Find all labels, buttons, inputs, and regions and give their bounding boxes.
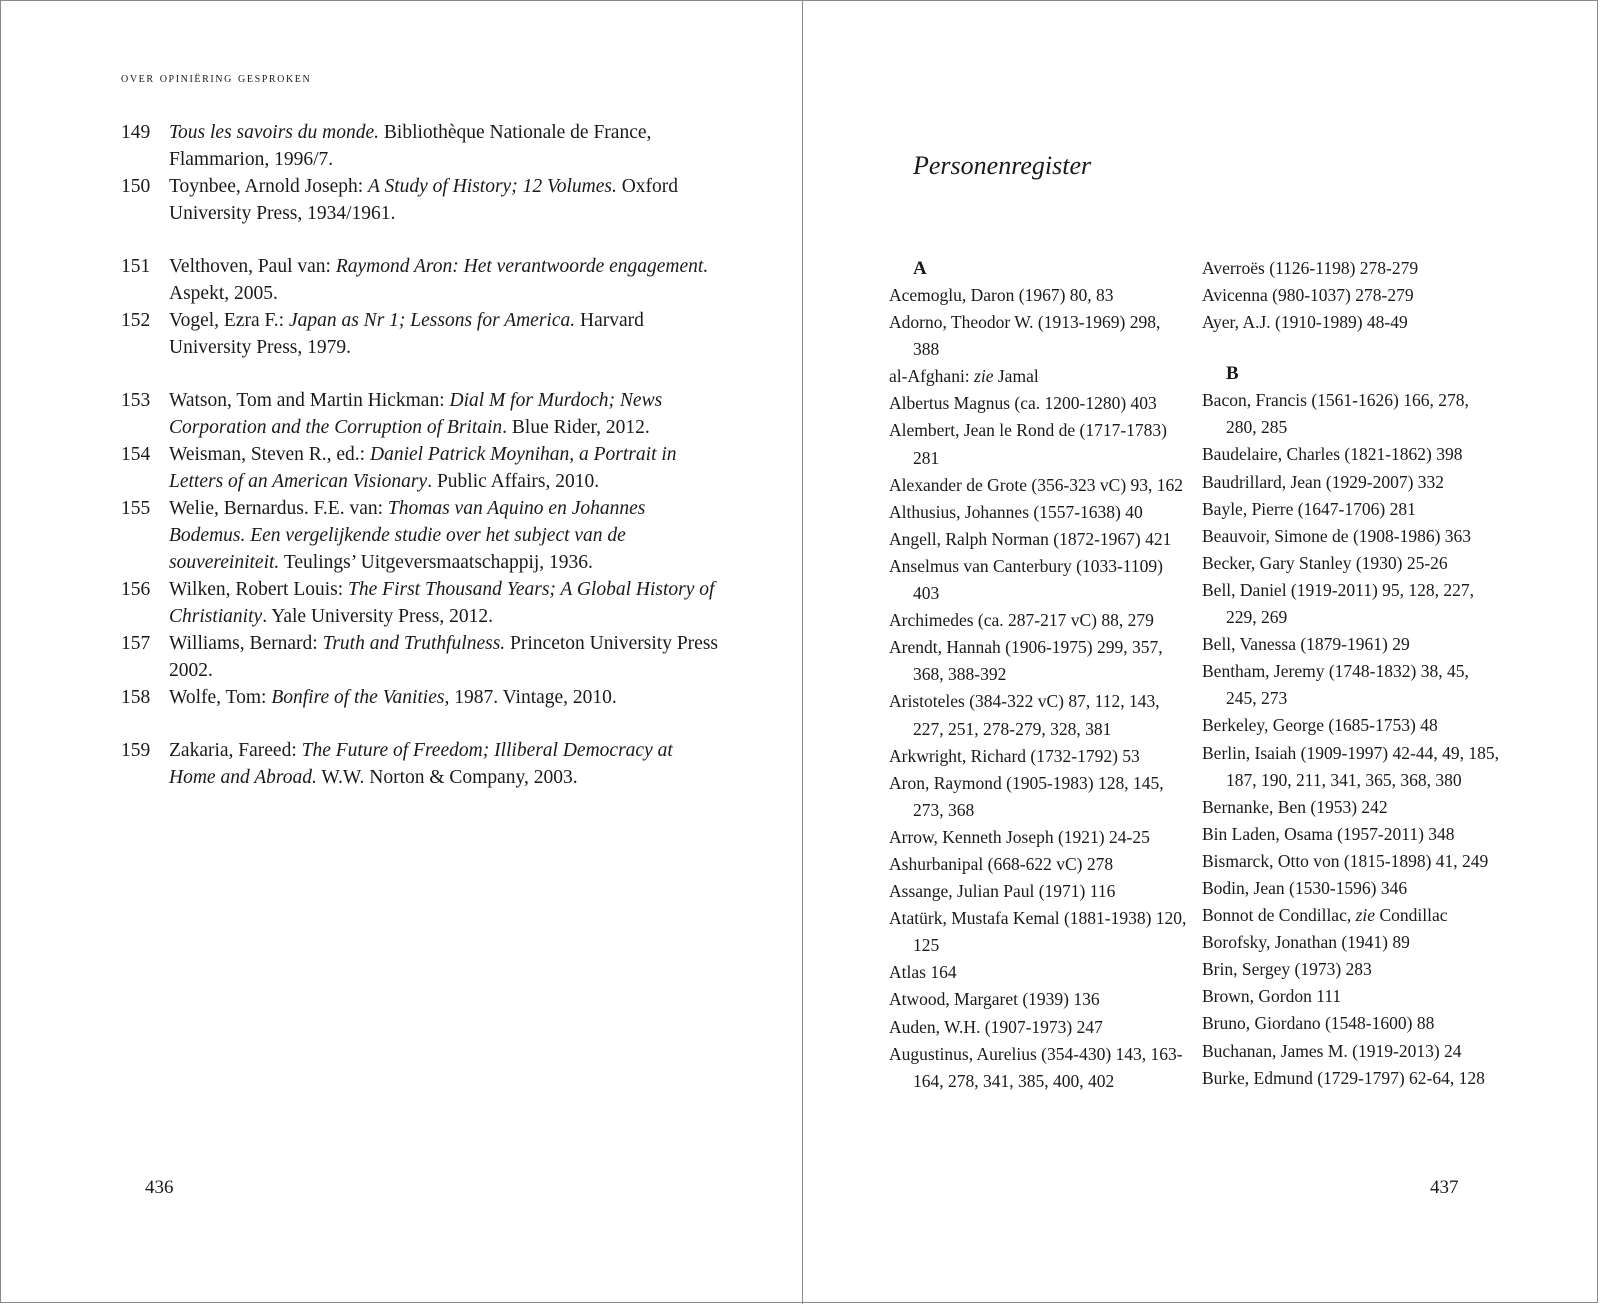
text-span: Zakaria, Fareed: bbox=[169, 740, 302, 761]
text-span: Princeton University Press 2002. bbox=[169, 633, 719, 681]
index-entry bbox=[889, 905, 1189, 959]
bibliography-entry bbox=[121, 441, 721, 495]
text-span: . Yale University Press, 2012. bbox=[262, 606, 493, 627]
italic-text: Japan as Nr 1; Lessons for America. bbox=[288, 310, 576, 331]
italic-text: Bonfire of the Vanities, bbox=[271, 687, 450, 708]
text-span: Berkeley, George (1685-1753) 48 bbox=[1202, 715, 1438, 736]
text-span: Watson, Tom and Martin Hickman: bbox=[169, 390, 450, 411]
text-span: Bin Laden, Osama (1957-2011) 348 bbox=[1202, 823, 1455, 844]
text-span: Bodin, Jean (1530-1596) 346 bbox=[1202, 877, 1408, 898]
index-entry bbox=[889, 634, 1189, 688]
text-span: 1987. Vintage, 2010. bbox=[449, 687, 617, 708]
index-entry bbox=[889, 499, 1189, 526]
text-span: Bentham, Jeremy (1748-1832) 38, 45, 245, 273 bbox=[1202, 661, 1469, 709]
text-span: Baudelaire, Charles (1821-1862) 398 bbox=[1202, 444, 1463, 465]
bibliography-entry bbox=[121, 495, 721, 576]
index-entry bbox=[889, 986, 1189, 1013]
text-span: Albertus Magnus (ca. 1200-1280) 403 bbox=[889, 393, 1157, 414]
text-span: Aristoteles (384-322 vC) 87, 112, 143, 227, 251, 278-279, 328, 381 bbox=[889, 691, 1160, 739]
index-entry bbox=[1202, 794, 1502, 821]
index-entry bbox=[1202, 740, 1502, 794]
index-entry bbox=[889, 824, 1189, 851]
page-number-left: 436 bbox=[145, 1177, 174, 1198]
text-span: Weisman, Steven R., ed.: bbox=[169, 444, 370, 465]
text-span: Bibliothèque Nationale de France, Flammarion, 1996/7. bbox=[169, 122, 652, 170]
entry-number: 153 bbox=[121, 390, 151, 411]
index-entry bbox=[889, 363, 1189, 390]
text-span: Oxford University Press, 1934/1961. bbox=[169, 176, 679, 224]
index-entry bbox=[889, 282, 1189, 309]
text-span: Bernanke, Ben (1953) 242 bbox=[1202, 796, 1388, 817]
text-span: Bell, Vanessa (1879-1961) 29 bbox=[1202, 634, 1410, 655]
text-span: Welie, Bernardus. F.E. van: bbox=[169, 498, 388, 519]
text-span: Arendt, Hannah (1906-1975) 299, 357, 368, 388-392 bbox=[889, 637, 1163, 685]
index-entry bbox=[1202, 550, 1502, 577]
left-page bbox=[1, 1, 803, 1304]
text-span: Acemoglu, Daron (1967) 80, 83 bbox=[889, 285, 1114, 305]
index-entry bbox=[889, 1014, 1189, 1041]
bibliography-list bbox=[121, 119, 721, 791]
bibliography-entry bbox=[121, 307, 721, 361]
entry-number: 156 bbox=[121, 579, 151, 600]
index-entry bbox=[1202, 282, 1502, 309]
bibliography-entry bbox=[121, 737, 721, 791]
index-column-1 bbox=[889, 255, 1189, 1095]
text-span: Arkwright, Richard (1732-1792) 53 bbox=[889, 745, 1140, 766]
text-span: Ashurbanipal (668-622 vC) 278 bbox=[889, 853, 1114, 874]
index-entry bbox=[1202, 848, 1502, 875]
text-span: Becker, Gary Stanley (1930) 25-26 bbox=[1202, 552, 1448, 573]
text-span: Aspekt, 2005. bbox=[169, 283, 278, 304]
index-entry bbox=[1202, 523, 1502, 550]
index-entry bbox=[889, 607, 1189, 634]
index-entry bbox=[889, 526, 1189, 553]
index-entry bbox=[889, 878, 1189, 905]
index-entry bbox=[1202, 441, 1502, 468]
text-span: Augustinus, Aurelius (354-430) 143, 163-164, 278, 341, 385, 400, 402 bbox=[889, 1043, 1183, 1091]
bibliography-entry bbox=[121, 387, 721, 441]
italic-text: The First Thousand Years; A Global History of Christianity bbox=[169, 579, 715, 627]
text-span: Adorno, Theodor W. (1913-1969) 298, 388 bbox=[889, 312, 1161, 360]
text-span: . Blue Rider, 2012. bbox=[502, 417, 650, 438]
bibliography-entry bbox=[121, 630, 721, 684]
text-span: Althusius, Johannes (1557-1638) 40 bbox=[889, 501, 1143, 522]
text-span: Brown, Gordon 111 bbox=[1202, 986, 1342, 1007]
entry-number: 154 bbox=[121, 444, 151, 465]
index-entry bbox=[1202, 712, 1502, 739]
bibliography-entry bbox=[121, 684, 721, 711]
right-page bbox=[804, 1, 1599, 1304]
text-span: Bayle, Pierre (1647-1706) 281 bbox=[1202, 498, 1416, 519]
index-entry bbox=[1202, 309, 1502, 336]
text-span: Berlin, Isaiah (1909-1997) 42-44, 49, 185, 187, 190, 211, 341, 365, 368, 380 bbox=[1202, 742, 1499, 790]
text-span: Aron, Raymond (1905-1983) 128, 145, 273, 368 bbox=[889, 772, 1164, 820]
index-entry bbox=[1202, 496, 1502, 523]
text-span: Wolfe, Tom: bbox=[169, 687, 272, 708]
index-entry bbox=[1202, 469, 1502, 496]
entry-number: 150 bbox=[121, 176, 151, 197]
index-entry bbox=[1202, 255, 1502, 282]
text-span: Buchanan, James M. (1919-2013) 24 bbox=[1202, 1040, 1462, 1061]
text-span: Auden, W.H. (1907-1973) 247 bbox=[889, 1016, 1103, 1037]
bibliography-entry bbox=[121, 173, 721, 227]
text-span: Williams, Bernard: bbox=[169, 633, 323, 654]
text-span: Teulings’ Uitgeversmaatschappij, 1936. bbox=[279, 552, 593, 573]
bibliography-entry bbox=[121, 576, 721, 630]
italic-text: A Study of History; 12 Volumes. bbox=[368, 176, 617, 197]
text-span: Borofsky, Jonathan (1941) 89 bbox=[1202, 932, 1410, 953]
text-span: Avicenna (980-1037) 278-279 bbox=[1202, 285, 1414, 306]
text-span: Beauvoir, Simone de (1908-1986) 363 bbox=[1202, 525, 1472, 546]
text-span: Bell, Daniel (1919-2011) 95, 128, 227, 229, 269 bbox=[1202, 579, 1475, 628]
text-span: Ayer, A.J. (1910-1989) 48-49 bbox=[1202, 312, 1408, 333]
text-span: Baudrillard, Jean (1929-2007) 332 bbox=[1202, 471, 1445, 492]
entry-number: 157 bbox=[121, 633, 151, 654]
index-entry bbox=[1202, 875, 1502, 902]
italic-text: zie bbox=[1355, 905, 1376, 926]
text-span: Harvard University Press, 1979. bbox=[169, 310, 644, 358]
text-span: Assange, Julian Paul (1971) 116 bbox=[889, 881, 1116, 902]
index-entry bbox=[889, 688, 1189, 742]
text-span: Brin, Sergey (1973) 283 bbox=[1202, 959, 1372, 980]
text-span: Averroës (1126-1198) 278-279 bbox=[1202, 258, 1419, 278]
index-entry bbox=[889, 553, 1189, 607]
text-span: W.W. Norton & Company, 2003. bbox=[316, 767, 578, 788]
entry-number: 149 bbox=[121, 122, 151, 143]
page-gutter bbox=[802, 1, 803, 1304]
entry-number: 158 bbox=[121, 687, 151, 708]
text-span: Angell, Ralph Norman (1872-1967) 421 bbox=[889, 528, 1172, 549]
register-title: Personenregister bbox=[913, 151, 1092, 180]
text-span: Velthoven, Paul van: bbox=[169, 256, 336, 277]
text-span: Atwood, Margaret (1939) 136 bbox=[889, 989, 1100, 1010]
italic-text: Raymond Aron: Het verantwoorde engagement. bbox=[335, 256, 709, 277]
italic-text: Daniel Patrick Moynihan, a Portrait in Letters of an American Visionary bbox=[169, 444, 677, 492]
entry-number: 155 bbox=[121, 498, 151, 519]
index-entry bbox=[1202, 983, 1502, 1010]
index-entry bbox=[1202, 902, 1502, 929]
index-entry bbox=[889, 417, 1189, 471]
bibliography-entry bbox=[121, 119, 721, 173]
bibliography-entry bbox=[121, 253, 721, 307]
text-span: Vogel, Ezra F.: bbox=[169, 310, 289, 331]
index-entry bbox=[1202, 577, 1502, 631]
index-entry bbox=[889, 390, 1189, 417]
index-entry bbox=[889, 472, 1189, 499]
text-span: Anselmus van Canterbury (1033-1109) 403 bbox=[889, 555, 1163, 604]
text-span: Bismarck, Otto von (1815-1898) 41, 249 bbox=[1202, 850, 1489, 871]
page-number-right: 437 bbox=[1430, 1177, 1459, 1198]
index-entry bbox=[1202, 956, 1502, 983]
index-entry bbox=[1202, 821, 1502, 848]
text-span: Alembert, Jean le Rond de (1717-1783) 281 bbox=[889, 420, 1167, 468]
text-span: Atatürk, Mustafa Kemal (1881-1938) 120, 125 bbox=[889, 908, 1187, 956]
entry-number: 159 bbox=[121, 740, 151, 761]
text-span: Toynbee, Arnold Joseph: bbox=[169, 176, 369, 197]
index-letter-heading: A bbox=[913, 258, 927, 279]
italic-text: Truth and Truthfulness. bbox=[322, 633, 506, 654]
index-entry bbox=[1202, 1010, 1502, 1037]
text-span: Wilken, Robert Louis: bbox=[169, 579, 349, 600]
text-span: Jamal bbox=[993, 366, 1039, 387]
text-span: Archimedes (ca. 287-217 vC) 88, 279 bbox=[889, 610, 1154, 631]
text-span: Bonnot de Condillac, bbox=[1202, 905, 1356, 926]
italic-text: Dial M for Murdoch; News Corporation and the Corruption of Britain bbox=[169, 390, 663, 438]
text-span: Atlas 164 bbox=[889, 962, 957, 983]
index-entry bbox=[1202, 1065, 1502, 1092]
index-entry bbox=[889, 959, 1189, 986]
text-span: . Public Affairs, 2010. bbox=[427, 471, 600, 492]
italic-text: Tous les savoirs du monde. bbox=[169, 122, 380, 143]
text-span: Arrow, Kenneth Joseph (1921) 24-25 bbox=[889, 826, 1150, 847]
index-entry bbox=[1202, 658, 1502, 712]
index-entry bbox=[889, 770, 1189, 824]
index-entry bbox=[889, 309, 1189, 363]
index-entry bbox=[889, 851, 1189, 878]
entry-number: 151 bbox=[121, 256, 151, 277]
index-entry bbox=[1202, 387, 1502, 441]
index-entry bbox=[889, 743, 1189, 770]
index-entry bbox=[1202, 1038, 1502, 1065]
index-entry bbox=[889, 1041, 1189, 1095]
text-span: Burke, Edmund (1729-1797) 62-64, 128 bbox=[1202, 1067, 1485, 1088]
entry-number: 152 bbox=[121, 310, 151, 331]
running-head: over opiniëring gesproken bbox=[121, 71, 312, 86]
index-entry bbox=[1202, 929, 1502, 956]
italic-text: zie bbox=[974, 366, 994, 387]
text-span: Condillac bbox=[1375, 905, 1448, 926]
index-column-2 bbox=[1202, 255, 1502, 1092]
text-span: Bacon, Francis (1561-1626) 166, 278, 280, 285 bbox=[1202, 390, 1469, 438]
index-entry bbox=[1202, 631, 1502, 658]
italic-text: The Future of Freedom; Illiberal Democracy at Home and Abroad. bbox=[169, 740, 673, 788]
index-letter-heading: B bbox=[1226, 363, 1239, 385]
text-span: Alexander de Grote (356-323 vC) 93, 162 bbox=[889, 474, 1184, 495]
text-span: Bruno, Giordano (1548-1600) 88 bbox=[1202, 1013, 1435, 1034]
italic-text: Thomas van Aquino en Johannes Bodemus. Een vergelijkende studie over het subject van de souvereiniteit. bbox=[169, 498, 646, 573]
text-span: al-Afghani: bbox=[889, 366, 975, 387]
